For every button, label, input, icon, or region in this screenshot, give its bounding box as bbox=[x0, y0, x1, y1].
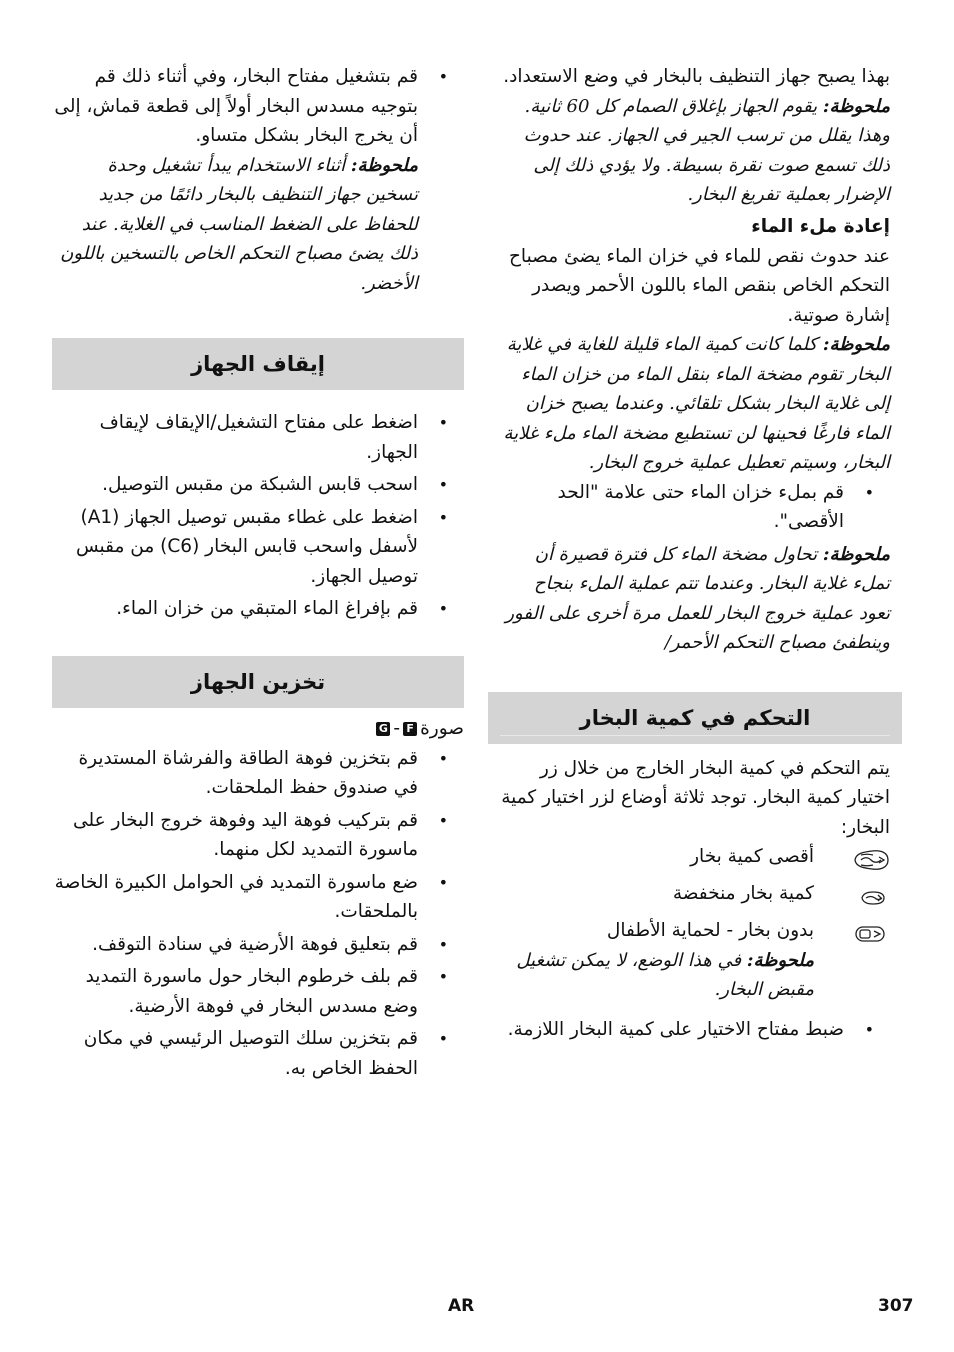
section-header-storage: تخزين الجهاز bbox=[52, 656, 464, 708]
list-item: • قم بلف خرطوم البخار حول ماسورة التمديد وضع مسدس البخار في فوهة الأرضية. bbox=[52, 962, 464, 1021]
list-item: • اضغط على غطاء مقبس توصيل الجهاز (A1) لأسفل واسحب قابس البخار (C6) من مقبس توصيل الجهاز. bbox=[52, 503, 464, 592]
note-label: ملحوظة: bbox=[350, 154, 418, 176]
list-item: • اضغط على مفتاح التشغيل/الإيقاف لإيقاف الجهاز. bbox=[52, 408, 464, 467]
steam-start-bullet-list bbox=[52, 62, 464, 298]
list-item: • قم بتخزين سلك التوصيل الرئيسي في مكان الحفظ الخاص به. bbox=[52, 1024, 464, 1083]
note-label: ملحوظة: bbox=[822, 543, 890, 565]
note-water-pump bbox=[500, 330, 890, 478]
turn-off-bullet-list bbox=[52, 408, 464, 624]
right-column bbox=[500, 62, 890, 1047]
section-title: التحكم في كمية البخار bbox=[579, 705, 811, 730]
mode-label: بدون بخار - لحماية الأطفال bbox=[606, 920, 814, 941]
list-item: • اسحب قابس الشبكة من مقبس التوصيل. bbox=[52, 470, 464, 500]
figure-tag-g: G bbox=[376, 722, 390, 736]
list-item: • قم بتركيب فوهة اليد وفوهة خروج البخار على ماسورة التمديد لكل منهما. bbox=[52, 806, 464, 865]
mode-label: أقصى كمية بخار bbox=[690, 846, 814, 867]
refill-heading: إعادة ملء الماء bbox=[751, 215, 890, 237]
note-child-lock bbox=[500, 946, 814, 1005]
mode-max-steam bbox=[500, 842, 890, 879]
left-column bbox=[52, 62, 464, 1086]
note-text: في هذا الوضع، لا يمكن تشغيل مقبض البخار. bbox=[516, 949, 814, 1000]
note-text: تحاول مضخة الماء كل فترة قصيرة أن تملء غلاية البخار. وعندما تتم عملية الملء بنجاح تعود عملية خروج البخار للعمل مرة أخرى على الفور وينطفئ مصباح التحكم الأحمر/ bbox=[505, 543, 890, 653]
note-text: يقوم الجهاز بإغلاق الصمام كل 60 ثانية. وهذا يقلل من ترسب الجير في الجهاز. عند حدوث ذلك تسمع صوت نقرة بسيطة. ولا يؤدي ذلك إلى الإضرار بعملية تفريغ البخار. bbox=[523, 95, 890, 205]
section-header-turn-off: إيقاف الجهاز bbox=[52, 338, 464, 390]
steam-bullet-list bbox=[500, 1015, 890, 1045]
figure-word: صورة bbox=[420, 717, 464, 739]
note-text: أثناء الاستخدام يبدأ تشغيل وحدة تسخين جهاز التنظيف بالبخار دائمًا من جديد للحفاظ على الضغط المناسب في الغلاية. عند ذلك يضئ مصباح التحكم الخاص بالتسخين باللون الأخضر. bbox=[60, 154, 418, 294]
list-item: • قم بإفراغ الماء المتبقي من خزان الماء. bbox=[52, 594, 464, 624]
figure-tag-f: F bbox=[403, 722, 417, 736]
mode-child-lock bbox=[500, 916, 890, 1005]
note-refill-boiler bbox=[500, 540, 890, 658]
mode-low-steam bbox=[500, 879, 890, 916]
note-label: ملحوظة: bbox=[822, 334, 890, 355]
note-valve bbox=[500, 92, 890, 210]
note-heating bbox=[52, 151, 418, 299]
figure-reference bbox=[52, 714, 464, 744]
list-item: • ضبط مفتاح الاختيار على كمية البخار اللازمة. bbox=[500, 1015, 890, 1045]
refill-bullet-list bbox=[500, 478, 890, 537]
max-steam-icon bbox=[852, 848, 890, 872]
section-underline bbox=[500, 735, 890, 736]
steam-control-paragraph: يتم التحكم في كمية البخار الخارج من خلال زر اختيار كمية البخار. توجد ثلاثة أوضاع لزر اختيار كمية البخار: bbox=[501, 757, 890, 838]
figure-dash: - bbox=[393, 717, 401, 739]
list-item: • قم بتخزين فوهة الطاقة والفرشاة المستديرة في صندوق حفظ الملحقات. bbox=[52, 744, 464, 803]
bullet-text: قم بتشغيل مفتاح البخار، وفي أثناء ذلك قم بتوجيه مسدس البخار أولاً إلى قطعة قماش، إلى أن يخرج البخار بشكل متساو. bbox=[54, 66, 418, 146]
storage-bullet-list bbox=[52, 744, 464, 1084]
child-lock-icon bbox=[852, 922, 890, 946]
list-item: • قم بملء خزان الماء حتى علامة "الحد الأقصى". bbox=[500, 478, 890, 537]
footer-language: AR bbox=[448, 1296, 475, 1316]
refill-paragraph: عند حدوث نقص للماء في خزان الماء يضئ مصباح التحكم الخاص بنقص الماء باللون الأحمر ويصدر إشارة صوتية. bbox=[508, 245, 890, 326]
list-item bbox=[52, 62, 464, 298]
note-text: كلما كانت كمية الماء قليلة للغاية في غلاية البخار تقوم مضخة الماء بنقل الماء من خزان الماء إلى غلاية البخار بشكل تلقائي. وعندما يصبح خزان الماء فارغًا فحينها لن تستطيع مضخة الماء ملء غلاية البخار، وسيتم تعطيل عملية خروج البخار. bbox=[503, 334, 890, 473]
section-header-steam-control bbox=[488, 692, 902, 744]
low-steam-icon bbox=[852, 885, 890, 909]
standby-paragraph: بهذا يصبح جهاز التنظيف بالبخار في وضع الاستعداد. bbox=[503, 66, 890, 87]
note-label: ملحوظة: bbox=[822, 95, 890, 117]
note-label: ملحوظة: bbox=[746, 949, 814, 971]
mode-label: كمية بخار منخفضة bbox=[672, 883, 814, 904]
list-item: • ضع ماسورة التمديد في الحوامل الكبيرة الخاصة بالملحقات. bbox=[52, 868, 464, 927]
page-number: 307 bbox=[878, 1296, 914, 1316]
list-item: • قم بتعليق فوهة الأرضية في سنادة التوقف. bbox=[52, 930, 464, 960]
